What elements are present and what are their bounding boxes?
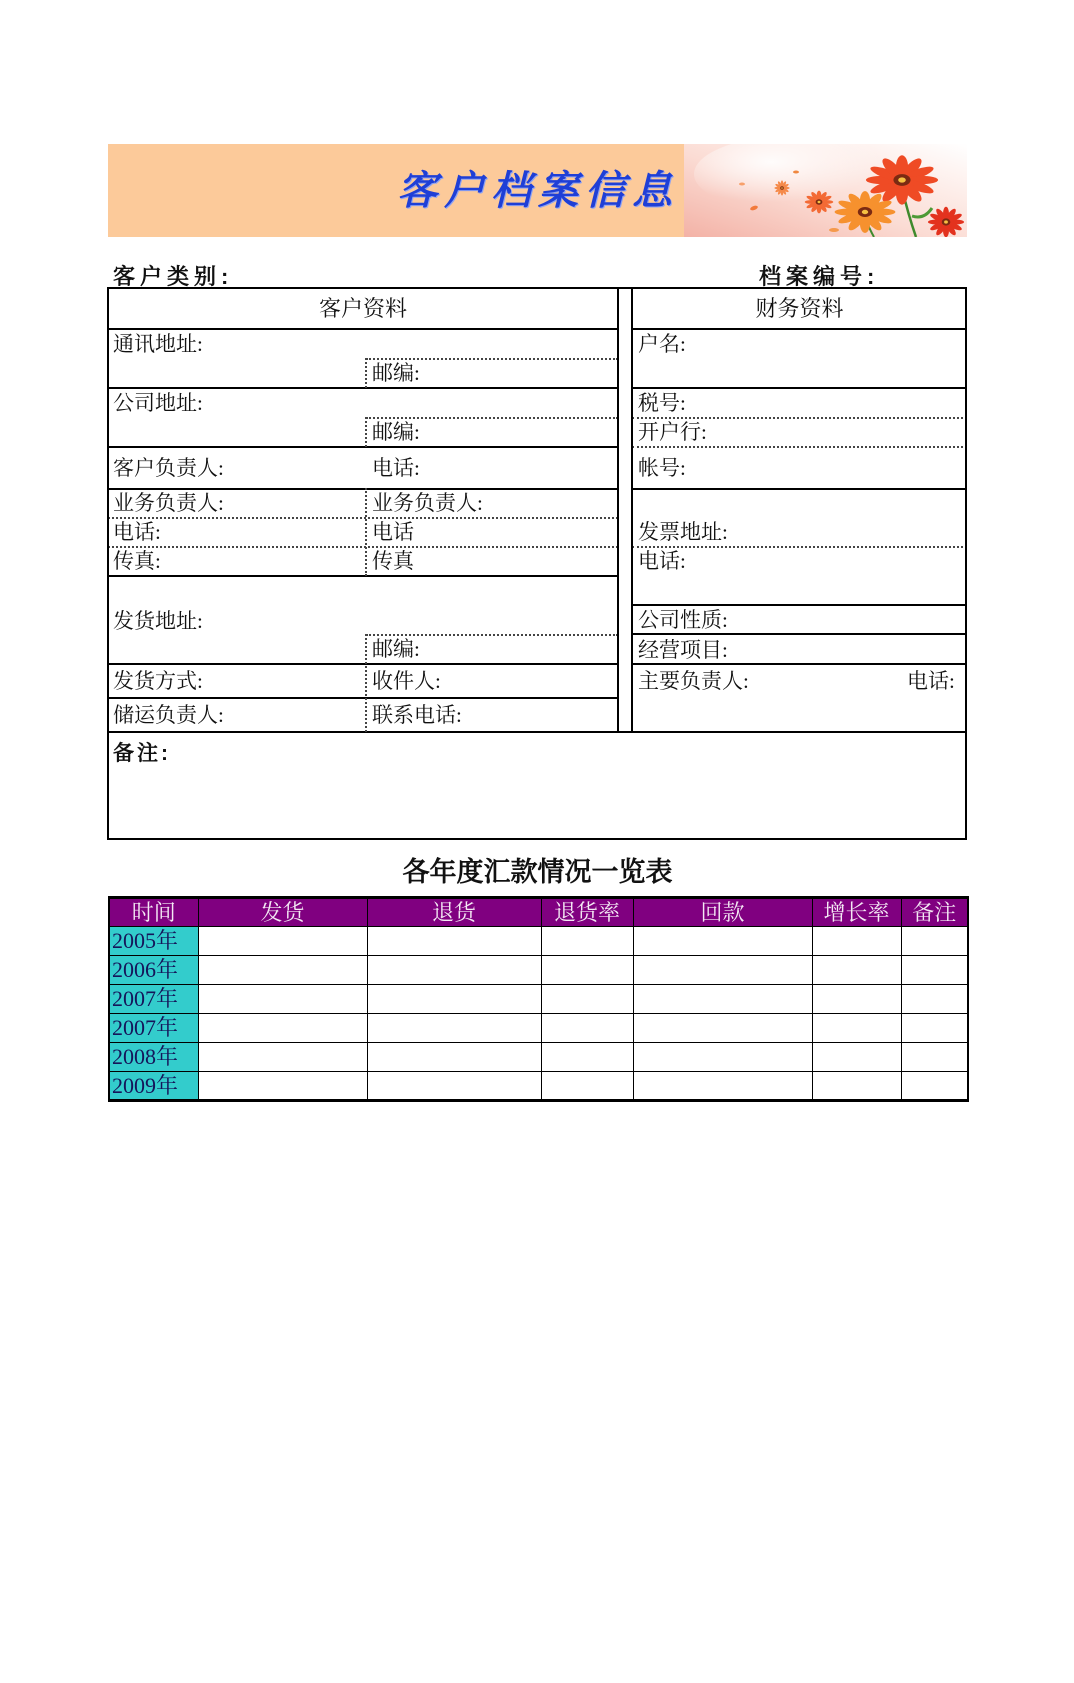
table-row <box>109 956 968 985</box>
phone-label: 电话 <box>372 520 414 544</box>
payment-table <box>108 896 969 1102</box>
year-cell[interactable]: 2005年 <box>109 927 198 956</box>
note-cell[interactable] <box>901 1014 968 1043</box>
company-nature-label: 公司性质: <box>638 608 728 632</box>
account-name-label: 户名: <box>638 332 686 356</box>
returns-cell[interactable] <box>367 1043 541 1072</box>
title-banner <box>108 144 967 237</box>
phone-label: 电话: <box>113 520 161 544</box>
customer-category-label: 客户类别: <box>113 264 234 289</box>
tax-number-field[interactable] <box>632 388 967 418</box>
col-header-shipment: 发货 <box>198 898 367 927</box>
receiver-label: 收件人: <box>372 669 441 693</box>
returns-cell[interactable] <box>367 927 541 956</box>
customer-phone-label: 电话: <box>372 456 420 480</box>
shipment-cell[interactable] <box>198 1072 367 1101</box>
shipment-cell[interactable] <box>198 956 367 985</box>
sales-manager-field[interactable] <box>108 489 366 518</box>
note-cell[interactable] <box>901 1072 968 1101</box>
account-number-label: 帐号: <box>638 456 686 480</box>
file-number-label: 档案编号: <box>759 264 880 289</box>
postcode-3-field[interactable] <box>366 635 618 664</box>
contact-phone-label: 联系电话: <box>372 703 462 727</box>
tax-number-label: 税号: <box>638 391 686 415</box>
returns-cell[interactable] <box>367 1014 541 1043</box>
customer-phone-field[interactable] <box>366 447 618 489</box>
col-header-payment: 回款 <box>633 898 812 927</box>
growth-rate-cell[interactable] <box>812 956 901 985</box>
sales-manager-label: 业务负责人: <box>372 491 483 515</box>
postcode-label: 邮编: <box>372 420 420 444</box>
main-manager-label: 主要负责人: <box>638 669 749 693</box>
table-row <box>109 1014 968 1043</box>
payment-table-title: 各年度汇款情况一览表 <box>402 857 673 887</box>
storage-manager-label: 储运负责人: <box>113 703 224 727</box>
flower-decoration-image <box>684 144 967 237</box>
postcode-label: 邮编: <box>372 637 420 661</box>
return-rate-cell[interactable] <box>541 1072 633 1101</box>
payment-cell[interactable] <box>633 1014 812 1043</box>
finance-info-heading: 财务资料 <box>755 296 844 321</box>
return-rate-cell[interactable] <box>541 1014 633 1043</box>
growth-rate-cell[interactable] <box>812 1072 901 1101</box>
return-rate-cell[interactable] <box>541 956 633 985</box>
account-number-field[interactable] <box>632 447 967 489</box>
growth-rate-cell[interactable] <box>812 1043 901 1072</box>
table-row <box>109 1072 968 1101</box>
sales-phone-field[interactable] <box>108 518 366 547</box>
main-manager-field[interactable] <box>632 664 967 732</box>
company-nature-field[interactable] <box>632 605 967 634</box>
banner-title: 客户档案信息 <box>397 168 679 213</box>
remarks-field[interactable] <box>108 732 967 838</box>
col-header-time: 时间 <box>109 898 198 927</box>
postcode-1-field[interactable] <box>366 359 618 388</box>
fax-label: 传真 <box>372 549 414 573</box>
payment-cell[interactable] <box>633 927 812 956</box>
remarks-label: 备注: <box>113 742 171 765</box>
storage-manager-field[interactable] <box>108 698 366 732</box>
comm-address-label: 通讯地址: <box>113 332 203 356</box>
business-scope-field[interactable] <box>632 634 967 664</box>
payment-cell[interactable] <box>633 1072 812 1101</box>
note-cell[interactable] <box>901 956 968 985</box>
table-row <box>109 927 968 956</box>
return-rate-cell[interactable] <box>541 927 633 956</box>
sales-phone-2-field[interactable] <box>366 518 618 547</box>
sales-manager-label: 业务负责人: <box>113 491 224 515</box>
invoice-address-label: 发票地址: <box>638 520 728 544</box>
sales-fax-field[interactable] <box>108 547 366 576</box>
return-rate-cell[interactable] <box>541 985 633 1014</box>
col-header-growth-rate: 增长率 <box>812 898 901 927</box>
customer-manager-field[interactable] <box>108 447 366 489</box>
shipment-cell[interactable] <box>198 927 367 956</box>
year-cell[interactable]: 2008年 <box>109 1043 198 1072</box>
contact-phone-field[interactable] <box>366 698 618 732</box>
year-cell[interactable]: 2007年 <box>109 1014 198 1043</box>
returns-cell[interactable] <box>367 985 541 1014</box>
col-header-note: 备注 <box>901 898 968 927</box>
payment-cell[interactable] <box>633 985 812 1014</box>
shipping-method-field[interactable] <box>108 664 366 698</box>
table-header-row <box>109 898 968 927</box>
note-cell[interactable] <box>901 927 968 956</box>
return-rate-cell[interactable] <box>541 1043 633 1072</box>
postcode-2-field[interactable] <box>366 418 618 447</box>
shipping-method-label: 发货方式: <box>113 669 203 693</box>
shipping-address-field[interactable] <box>108 576 618 635</box>
note-cell[interactable] <box>901 1043 968 1072</box>
invoice-address-field[interactable] <box>632 489 967 547</box>
company-address-label: 公司地址: <box>113 391 203 415</box>
col-header-return-rate: 退货率 <box>541 898 633 927</box>
year-cell[interactable]: 2009年 <box>109 1072 198 1101</box>
receiver-field[interactable] <box>366 664 618 698</box>
bank-field[interactable] <box>632 418 967 447</box>
year-cell[interactable]: 2006年 <box>109 956 198 985</box>
returns-cell[interactable] <box>367 956 541 985</box>
shipment-cell[interactable] <box>198 985 367 1014</box>
sales-manager-2-field[interactable] <box>366 489 618 518</box>
payment-cell[interactable] <box>633 956 812 985</box>
shipment-cell[interactable] <box>198 1043 367 1072</box>
table-row <box>109 1043 968 1072</box>
comm-address-field[interactable] <box>108 329 618 359</box>
growth-rate-cell[interactable] <box>812 1014 901 1043</box>
main-phone-label: 电话: <box>907 669 955 693</box>
customer-manager-label: 客户负责人: <box>113 456 224 480</box>
postcode-label: 邮编: <box>372 361 420 385</box>
sales-fax-2-field[interactable] <box>366 547 618 576</box>
payment-cell[interactable] <box>633 1043 812 1072</box>
company-address-field[interactable] <box>108 388 618 418</box>
fax-label: 传真: <box>113 549 161 573</box>
shipment-cell[interactable] <box>198 1014 367 1043</box>
invoice-phone-label: 电话: <box>638 549 686 573</box>
col-header-returns: 退货 <box>367 898 541 927</box>
note-cell[interactable] <box>901 985 968 1014</box>
returns-cell[interactable] <box>367 1072 541 1101</box>
invoice-phone-field[interactable] <box>632 547 967 605</box>
year-cell[interactable]: 2007年 <box>109 985 198 1014</box>
growth-rate-cell[interactable] <box>812 985 901 1014</box>
business-scope-label: 经营项目: <box>638 638 728 662</box>
shipping-address-label: 发货地址: <box>113 609 203 633</box>
grid-line <box>108 838 967 840</box>
table-row <box>109 985 968 1014</box>
growth-rate-cell[interactable] <box>812 927 901 956</box>
account-name-field[interactable] <box>632 329 967 388</box>
customer-info-heading: 客户资料 <box>318 296 407 321</box>
bank-label: 开户行: <box>638 420 707 444</box>
